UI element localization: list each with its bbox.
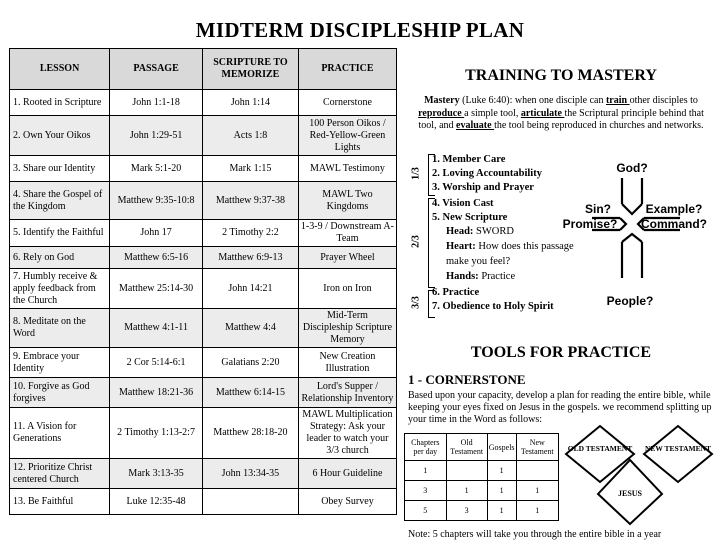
cell-lesson: 3. Share our Identity <box>10 156 110 182</box>
cell-passage: Mark 3:13-35 <box>110 459 203 489</box>
table-row <box>10 459 397 489</box>
cell-passage: Matthew 4:1-11 <box>110 309 203 348</box>
table-cell: 1 <box>487 481 516 501</box>
mastery-ref: (Luke 6:40): when one disciple can <box>459 95 606 106</box>
meeting-steps <box>408 152 578 320</box>
cell-lesson: 2. Own Your Oikos <box>10 116 110 156</box>
cell-passage: John 17 <box>110 220 203 247</box>
cell-practice: Lord's Supper / Relationship Inventory <box>298 378 396 408</box>
table-cell <box>516 461 558 481</box>
tools-heading: TOOLS FOR PRACTICE <box>470 344 652 361</box>
diamond-old-label <box>568 444 633 453</box>
cell-practice: 1-3-9 / Downstream A-Team <box>298 220 396 247</box>
train-word: train <box>605 95 630 106</box>
table-row <box>405 481 559 501</box>
mastery-definition <box>408 95 714 133</box>
table-row <box>10 90 397 116</box>
cell-lesson: 8. Meditate on the Word <box>10 309 110 348</box>
step-heart-cont: make you feel? <box>446 256 511 267</box>
cell-passage: John 1:1-18 <box>110 90 203 116</box>
cell-memorize: Acts 1:8 <box>202 116 298 156</box>
table-row <box>10 348 397 378</box>
cell-memorize: Matthew 9:37-38 <box>202 182 298 220</box>
page-title: MIDTERM DISCIPLESHIP PLAN <box>195 18 525 42</box>
table-row <box>10 220 397 247</box>
fraction-one-third: 1/3 <box>410 167 422 180</box>
hands-text: Practice <box>478 271 516 282</box>
table-row <box>10 116 397 156</box>
mastery-text-4: the tool being reproduced in churches and networks. <box>494 120 704 131</box>
table-row <box>405 461 559 481</box>
step-vision-cast: 4. Vision Cast <box>432 198 494 209</box>
table-row <box>10 269 397 309</box>
cell-memorize: John 1:14 <box>202 90 298 116</box>
cell-lesson: 13. Be Faithful <box>10 489 110 515</box>
tool-cornerstone-text: Based upon your capacity, develop a plan for reading the entire bible, while keeping your eyes fixed on Jesus in the gospels. we recommend splitting up your time in the Word as follows: <box>408 390 712 425</box>
diamond-new-label <box>645 444 711 453</box>
header-practice: PRACTICE <box>298 49 396 90</box>
lesson-table <box>9 48 397 515</box>
reading-note: Note: 5 chapters will take you through the entire bible in a year <box>408 529 662 540</box>
table-cell <box>446 461 487 481</box>
cell-lesson: 6. Rely on God <box>10 247 110 269</box>
cell-lesson: 10. Forgive as God forgives <box>10 378 110 408</box>
cell-passage: John 1:29-51 <box>110 116 203 156</box>
cell-passage: Mark 5:1-20 <box>110 156 203 182</box>
diagram-promise: Promise? <box>562 217 618 231</box>
new-word: NEW TESTAMENT <box>644 444 712 453</box>
cell-passage: 2 Cor 5:14-6:1 <box>110 348 203 378</box>
cell-memorize: Matthew 6:9-13 <box>202 247 298 269</box>
diamond-old <box>566 426 634 482</box>
cell-passage: Matthew 18:21-36 <box>110 378 203 408</box>
table-cell: 1 <box>446 481 487 501</box>
cell-passage: Matthew 6:5-16 <box>110 247 203 269</box>
step-worship-prayer: 3. Worship and Prayer <box>432 182 534 193</box>
table-row <box>10 182 397 220</box>
table-cell: 1 <box>516 481 558 501</box>
cell-memorize <box>202 489 298 515</box>
cell-practice: Cornerstone <box>298 90 396 116</box>
diagram-command: Command? <box>641 217 707 231</box>
cell-practice: MAWL Multiplication Strategy: Ask your leader to watch your 3/3 church <box>298 408 396 459</box>
articulate-word: articulate <box>520 107 565 119</box>
table-row <box>10 156 397 182</box>
cell-lesson: 4. Share the Gospel of the Kingdom <box>10 182 110 220</box>
table-row <box>10 489 397 515</box>
diagram-example: Example? <box>645 202 703 216</box>
cross-diagram <box>562 150 715 320</box>
cell-memorize: Mark 1:15 <box>202 156 298 182</box>
head-label: Head: <box>446 226 474 237</box>
diamond-new <box>644 426 712 482</box>
table-row <box>10 309 397 348</box>
chap-header-per-day: Chapters per day <box>405 434 447 461</box>
cell-lesson: 12. Prioritize Christ centered Church <box>10 459 110 489</box>
cell-memorize: Matthew 6:14-15 <box>202 378 298 408</box>
mastery-text-1: other disciples to <box>629 95 698 106</box>
table-cell: 1 <box>487 501 516 521</box>
cell-passage: Matthew 9:35-10:8 <box>110 182 203 220</box>
cell-lesson: 5. Identify the Faithful <box>10 220 110 247</box>
table-cell: 1 <box>405 461 447 481</box>
diagram-sin: Sin? <box>585 202 611 216</box>
cross-bottom-lines <box>622 242 642 278</box>
testament-diamonds <box>560 424 716 528</box>
tool-cornerstone-title: 1 - CORNERSTONE <box>408 372 526 387</box>
reproduce-word: reproduce <box>418 107 465 119</box>
step-practice: 6. Practice <box>432 287 480 298</box>
table-cell: 1 <box>516 501 558 521</box>
table-cell: 3 <box>446 501 487 521</box>
heart-text: How does this passage <box>475 241 574 252</box>
cell-lesson: 11. A Vision for Generations <box>10 408 110 459</box>
table-row <box>10 378 397 408</box>
chap-header-gospels: Gospels <box>487 434 516 461</box>
cell-practice: Iron on Iron <box>298 269 396 309</box>
head-text: SWORD <box>473 226 514 237</box>
fraction-three-thirds: 3/3 <box>410 296 422 309</box>
heart-label: Heart: <box>446 241 476 252</box>
table-cell: 5 <box>405 501 447 521</box>
cell-memorize: Matthew 4:4 <box>202 309 298 348</box>
cell-practice: Mid-Term Discipleship Scripture Memory <box>298 309 396 348</box>
table-row <box>10 408 397 459</box>
mastery-text-3: the Scriptural principle behind that tool, and <box>418 107 704 131</box>
table-cell: 3 <box>405 481 447 501</box>
mastery-word: Mastery <box>424 95 460 106</box>
cell-lesson: 7. Humbly receive & apply feedback from the Church <box>10 269 110 309</box>
step-hands <box>446 270 515 284</box>
step-head <box>446 225 514 239</box>
header-lesson: LESSON <box>10 49 110 90</box>
cell-practice: MAWL Two Kingdoms <box>298 182 396 220</box>
cell-memorize: John 14:21 <box>202 269 298 309</box>
cell-practice: 100 Person Oikos / Red-Yellow-Green Lights <box>298 116 396 156</box>
header-memorize: SCRIPTURE TO MEMORIZE <box>202 49 298 90</box>
step-loving-accountability: 2. Loving Accountability <box>432 168 542 179</box>
cross-top-lines <box>622 178 642 204</box>
cell-practice: New Creation Illustration <box>298 348 396 378</box>
table-cell: 1 <box>487 461 516 481</box>
step-new-scripture: 5. New Scripture <box>432 212 508 223</box>
step-member-care: 1. Member Care <box>432 154 506 165</box>
hands-label: Hands: <box>446 271 479 282</box>
cell-practice: Obey Survey <box>298 489 396 515</box>
cell-memorize: Galatians 2:20 <box>202 348 298 378</box>
cell-passage: Matthew 25:14-30 <box>110 269 203 309</box>
chap-header-old: Old Testament <box>446 434 487 461</box>
old-word: OLD TESTAMENT <box>567 444 633 453</box>
reading-plan-table <box>404 433 559 521</box>
step-obedience: 7. Obedience to Holy Spirit <box>432 301 554 312</box>
cell-memorize: Matthew 28:18-20 <box>202 408 298 459</box>
cell-lesson: 9. Embrace your Identity <box>10 348 110 378</box>
diamond-jesus-label: JESUS <box>617 489 643 498</box>
mastery-text-2: a simple tool, <box>464 107 521 119</box>
header-passage: PASSAGE <box>110 49 203 90</box>
cell-lesson: 1. Rooted in Scripture <box>10 90 110 116</box>
evaluate-word: evaluate <box>456 120 495 131</box>
cell-practice: MAWL Testimony <box>298 156 396 182</box>
diagram-people: People? <box>606 294 654 308</box>
training-heading: TRAINING TO MASTERY <box>465 67 657 84</box>
table-row <box>405 501 559 521</box>
fraction-two-thirds: 2/3 <box>410 235 422 248</box>
step-heart <box>446 240 574 254</box>
chap-header-new: New Testament <box>516 434 558 461</box>
cell-passage: Luke 12:35-48 <box>110 489 203 515</box>
diagram-god: God? <box>616 161 648 175</box>
cell-passage: 2 Timothy 1:13-2:7 <box>110 408 203 459</box>
cell-memorize: John 13:34-35 <box>202 459 298 489</box>
cell-practice: 6 Hour Guideline <box>298 459 396 489</box>
cell-memorize: 2 Timothy 2:2 <box>202 220 298 247</box>
cell-practice: Prayer Wheel <box>298 247 396 269</box>
table-row <box>10 247 397 269</box>
